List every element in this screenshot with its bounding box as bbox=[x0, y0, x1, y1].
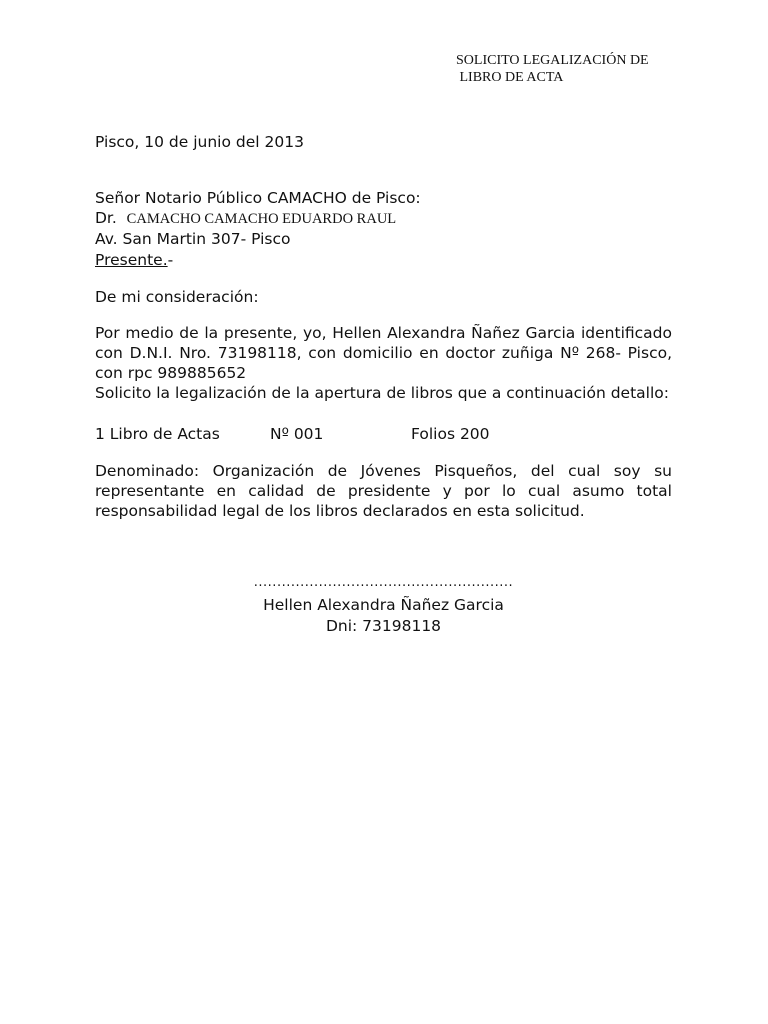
signature-dni: Dni: 73198118 bbox=[325, 617, 442, 635]
declaration-line-2: representante en calidad de presidente y por lo cual asumo total bbox=[95, 482, 672, 500]
subject-heading bbox=[456, 52, 649, 86]
presente-label: Presente. bbox=[95, 251, 168, 269]
books-quantity-type: 1 Libro de Actas bbox=[95, 425, 220, 443]
addressee-address: Av. San Martin 307- Pisco bbox=[95, 230, 291, 248]
addressee-name: CAMACHO CAMACHO EDUARDO RAUL bbox=[126, 211, 397, 227]
date-line: Pisco, 10 de junio del 2013 bbox=[95, 133, 304, 151]
body-line-2: con D.N.I. Nro. 73198118, con domicilio en doctor zuñiga Nº 268- Pisco, bbox=[95, 344, 672, 362]
greeting: De mi consideración: bbox=[95, 288, 259, 306]
signature-name: Hellen Alexandra Ñañez Garcia bbox=[263, 596, 504, 614]
body-line-4: Solicito la legalización de la apertura de libros que a continuación detallo: bbox=[95, 384, 669, 402]
presente-line bbox=[95, 250, 173, 270]
addressee-name-line bbox=[95, 208, 396, 229]
presente-suffix: - bbox=[167, 251, 174, 269]
subject-line-2: LIBRO DE ACTA bbox=[456, 70, 564, 85]
books-number: Nº 001 bbox=[270, 425, 324, 443]
body-paragraph bbox=[95, 323, 672, 403]
addressee-line: Señor Notario Público CAMACHO de Pisco: bbox=[95, 189, 421, 207]
subject-line-1: SOLICITO LEGALIZACIÓN DE bbox=[456, 53, 649, 68]
body-line-3: con rpc 989885652 bbox=[95, 364, 247, 382]
declaration-line-3: responsabilidad legal de los libros declarados en esta solicitud. bbox=[95, 502, 585, 520]
books-row bbox=[95, 424, 672, 444]
books-folios: Folios 200 bbox=[411, 425, 490, 443]
signature-dots: ........................................................ bbox=[253, 575, 514, 590]
body-line-1: Por medio de la presente, yo, Hellen Alexandra Ñañez Garcia identificado bbox=[95, 324, 672, 342]
declaration-paragraph bbox=[95, 461, 672, 521]
declaration-line-1: Denominado: Organización de Jóvenes Pisqueños, del cual soy su bbox=[95, 462, 672, 480]
addressee-title: Dr. bbox=[95, 209, 117, 227]
